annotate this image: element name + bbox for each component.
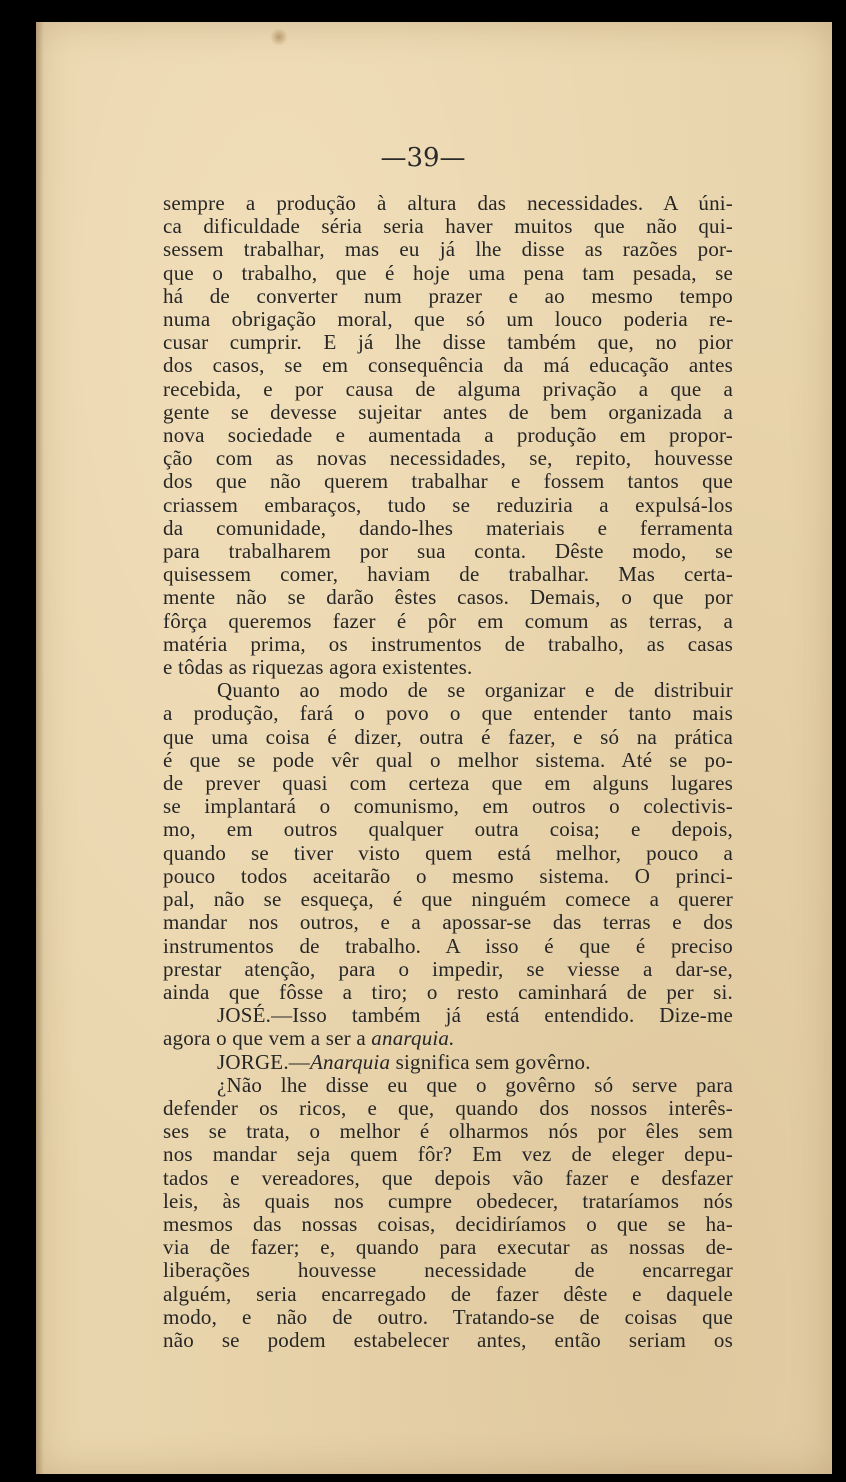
text-line: criassem embaraços, tudo se reduziria a expulsá-los: [163, 492, 733, 517]
text-line: de prever quasi com certeza que em alguns lugares: [163, 771, 733, 796]
page-number: —39—: [380, 143, 466, 173]
text-line: sempre a produção à altura das necessidades. A úni-: [163, 191, 733, 215]
text-line: fôrça queremos fazer é pôr em comum as terras, a: [163, 608, 733, 633]
text-line: instrumentos de trabalho. A isso é que é preciso: [163, 933, 733, 958]
text-line: quando se tiver visto quem está melhor, pouco a: [163, 840, 733, 865]
text-line: Quanto ao modo de se organizar e de distribuir: [217, 678, 733, 703]
text-line: que uma coisa é dizer, outra é fazer, e só na prática: [163, 724, 733, 749]
text-line: dos casos, se em consequência da má educação antes: [163, 353, 733, 378]
text-line: ¿Não lhe disse eu que o govêrno só serve para: [217, 1072, 733, 1097]
text-line: há de converter num prazer e ao mesmo tempo: [163, 283, 733, 308]
text-line: mente não se darão êstes casos. Demais, o que por: [163, 585, 733, 610]
dialogue-text: agora o que vem a ser a: [163, 1026, 372, 1051]
text-line: modo, e não de outro. Tratando-se de coisas que: [163, 1304, 733, 1329]
text-line: mandar nos outros, e a apossar-se das terras e dos: [163, 910, 733, 935]
text-line: nos mandar seja quem fôr? Em vez de eleger depu-: [163, 1142, 733, 1167]
text-line: mo, em outros qualquer outra coisa; e depois,: [163, 817, 733, 842]
dialogue-jose: [163, 1004, 733, 1027]
text-line: liberações houvesse necessidade de encarregar: [163, 1258, 733, 1283]
text-line: ainda que fôsse a tiro; o resto caminhará de per si.: [163, 979, 733, 1004]
text-line: matéria prima, os instrumentos de trabalho, as casas: [163, 631, 733, 656]
text-line: leis, às quais nos cumpre obedecer, trataríamos nós: [163, 1188, 733, 1213]
paper-stain: [270, 28, 288, 46]
text-line: para trabalharem por sua conta. Dêste modo, se: [163, 539, 733, 564]
dialogue-text: —Isso também já está entendido. Dize-me: [271, 1003, 733, 1028]
text-line: alguém, seria encarregado de fazer dêste e daquele: [163, 1281, 733, 1306]
text-line: sessem trabalhar, mas eu já lhe disse as razões por-: [163, 237, 733, 262]
dialogue-jorge: [163, 1051, 733, 1074]
text-line: ca dificuldade séria seria haver muitos que não qui-: [163, 214, 733, 239]
text-line: prestar atenção, para o impedir, se viesse a dar-se,: [163, 956, 733, 981]
text-line: via de fazer; e, quando para executar as nossas de-: [163, 1235, 733, 1260]
text-line: pouco todos aceitarão o mesmo sistema. O princi-: [163, 863, 733, 888]
dialogue-jose-cont: [163, 1027, 733, 1050]
dialogue-emphasis: Anarquia: [310, 1049, 391, 1074]
body-text: [163, 192, 733, 1352]
text-line: a produção, fará o povo o que entender tanto mais: [163, 701, 733, 726]
text-line: é que se pode vêr qual o melhor sistema. Até se po-: [163, 747, 733, 772]
text-line: ses se trata, o melhor é olharmos nós por êles sem: [163, 1119, 733, 1144]
text-line: gente se devesse sujeitar antes de bem organizada a: [163, 399, 733, 424]
text-line: pal, não se esqueça, é que ninguém comece a querer: [163, 887, 733, 912]
text-line: cusar cumprir. E já lhe disse também que, no pior: [163, 330, 733, 355]
text-line: tados e vereadores, que depois vão fazer e desfazer: [163, 1165, 733, 1190]
text-line: numa obrigação moral, que só um louco poderia re-: [163, 307, 733, 332]
speaker-name: JORGE.: [217, 1049, 289, 1074]
speaker-name: JOSÉ.: [217, 1003, 272, 1028]
text-line: dos que não querem trabalhar e fossem tantos que: [163, 469, 733, 494]
text-line: e tôdas as riquezas agora existentes.: [163, 655, 473, 680]
text-line: ção com as novas necessidades, se, repito, houvesse: [163, 446, 733, 471]
page-spine-shadow: [36, 22, 44, 1474]
text-line: da comunidade, dando-lhes materiais e ferramenta: [163, 515, 733, 540]
dialogue-dash: —: [288, 1049, 310, 1074]
text-line: que o trabalho, que é hoje uma pena tam pesada, se: [163, 260, 733, 285]
text-line: não se podem estabelecer antes, então seriam os: [163, 1327, 733, 1352]
text-line: se implantará o comunismo, em outros o colectivis-: [163, 794, 733, 819]
dialogue-emphasis: anarquia.: [371, 1026, 455, 1051]
text-line: quisessem comer, haviam de trabalhar. Mas certa-: [163, 562, 733, 587]
text-line: mesmos das nossas coisas, decidiríamos o que se ha-: [163, 1211, 733, 1236]
text-line: recebida, e por causa de alguma privação a que a: [163, 376, 733, 401]
text-line: nova sociedade e aumentada a produção em propor-: [163, 423, 733, 448]
dialogue-text: significa sem govêrno.: [390, 1049, 591, 1074]
text-line: defender os ricos, e que, quando dos nossos interês-: [163, 1095, 733, 1120]
